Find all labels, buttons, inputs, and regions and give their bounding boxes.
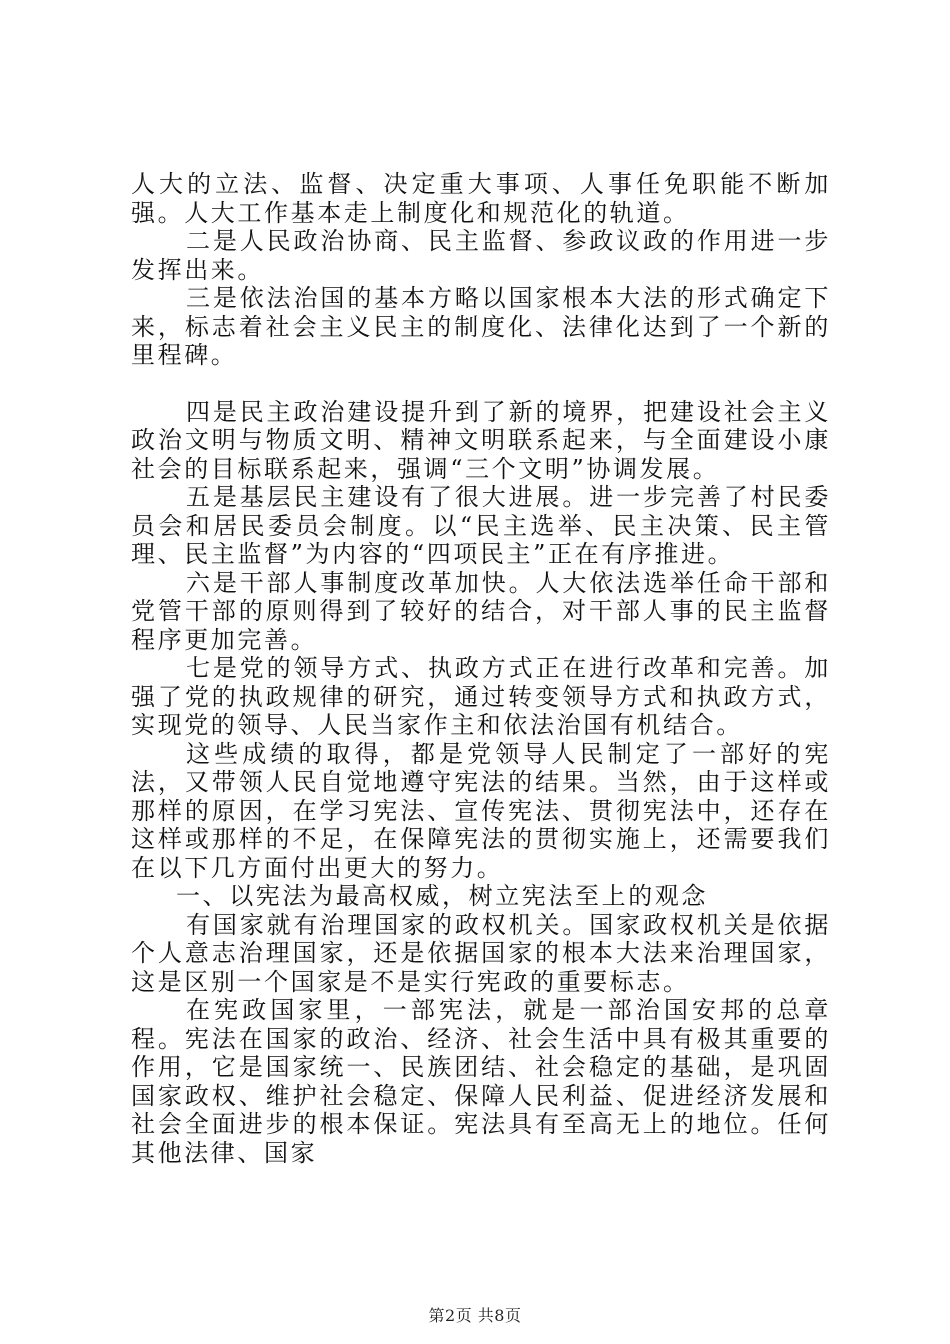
paragraph-achievements: 这些成绩的取得，都是党领导人民制定了一部好的宪法，又带领人民自觉地遵守宪法的结果。当然，由于这样或那样的原因，在学习宪法、宣传宪法、贯彻宪法中，还存在这样或那样的不足，在保障宪法的贯彻实施上，还需要我们在以下几方面付出更大的努力。 [131,739,831,882]
paragraph-point-four: 四是民主政治建设提升到了新的境界，把建设社会主义政治文明与物质文明、精神文明联系起来，与全面建设小康社会的目标联系起来，强调“三个文明”协调发展。 [131,397,831,483]
paragraph-point-three: 三是依法治国的基本方略以国家根本大法的形式确定下来，标志着社会主义民主的制度化、法律化达到了一个新的里程碑。 [131,284,831,369]
paragraph-gap [131,370,831,398]
paragraph-continuation: 人大的立法、监督、决定重大事项、人事任免职能不断加强。人大工作基本走上制度化和规范化的轨道。 [131,170,831,227]
document-body [131,170,831,1167]
section-heading: 一、以宪法为最高权威，树立宪法至上的观念 [176,882,708,910]
paragraph-state-organs: 有国家就有治理国家的政权机关。国家政权机关是依据个人意志治理国家，还是依据国家的根本大法来治理国家，这是区别一个国家是不是实行宪政的重要标志。 [131,910,831,996]
paragraph-constitutional-state: 在宪政国家里，一部宪法，就是一部治国安邦的总章程。宪法在国家的政治、经济、社会生活中具有极其重要的作用，它是国家统一、民族团结、社会稳定的基础，是巩固国家政权、维护社会稳定、保障人民利益、促进经济发展和社会全面进步的根本保证。宪法具有至高无上的地位。任何其他法律、国家 [131,996,831,1167]
page-number-footer: 第2页 共8页 [428,1306,522,1325]
paragraph-point-six: 六是干部人事制度改革加快。人大依法选举任命干部和党管干部的原则得到了较好的结合，对干部人事的民主监督程序更加完善。 [131,568,831,654]
paragraph-point-five: 五是基层民主建设有了很大进展。进一步完善了村民委员会和居民委员会制度。以“民主选举、民主决策、民主管理、民主监督”为内容的“四项民主”正在有序推进。 [131,483,831,568]
paragraph-point-two: 二是人民政治协商、民主监督、参政议政的作用进一步发挥出来。 [131,227,831,284]
paragraph-point-seven: 七是党的领导方式、执政方式正在进行改革和完善。加强了党的执政规律的研究，通过转变领导方式和执政方式，实现党的领导、人民当家作主和依法治国有机结合。 [131,654,831,739]
